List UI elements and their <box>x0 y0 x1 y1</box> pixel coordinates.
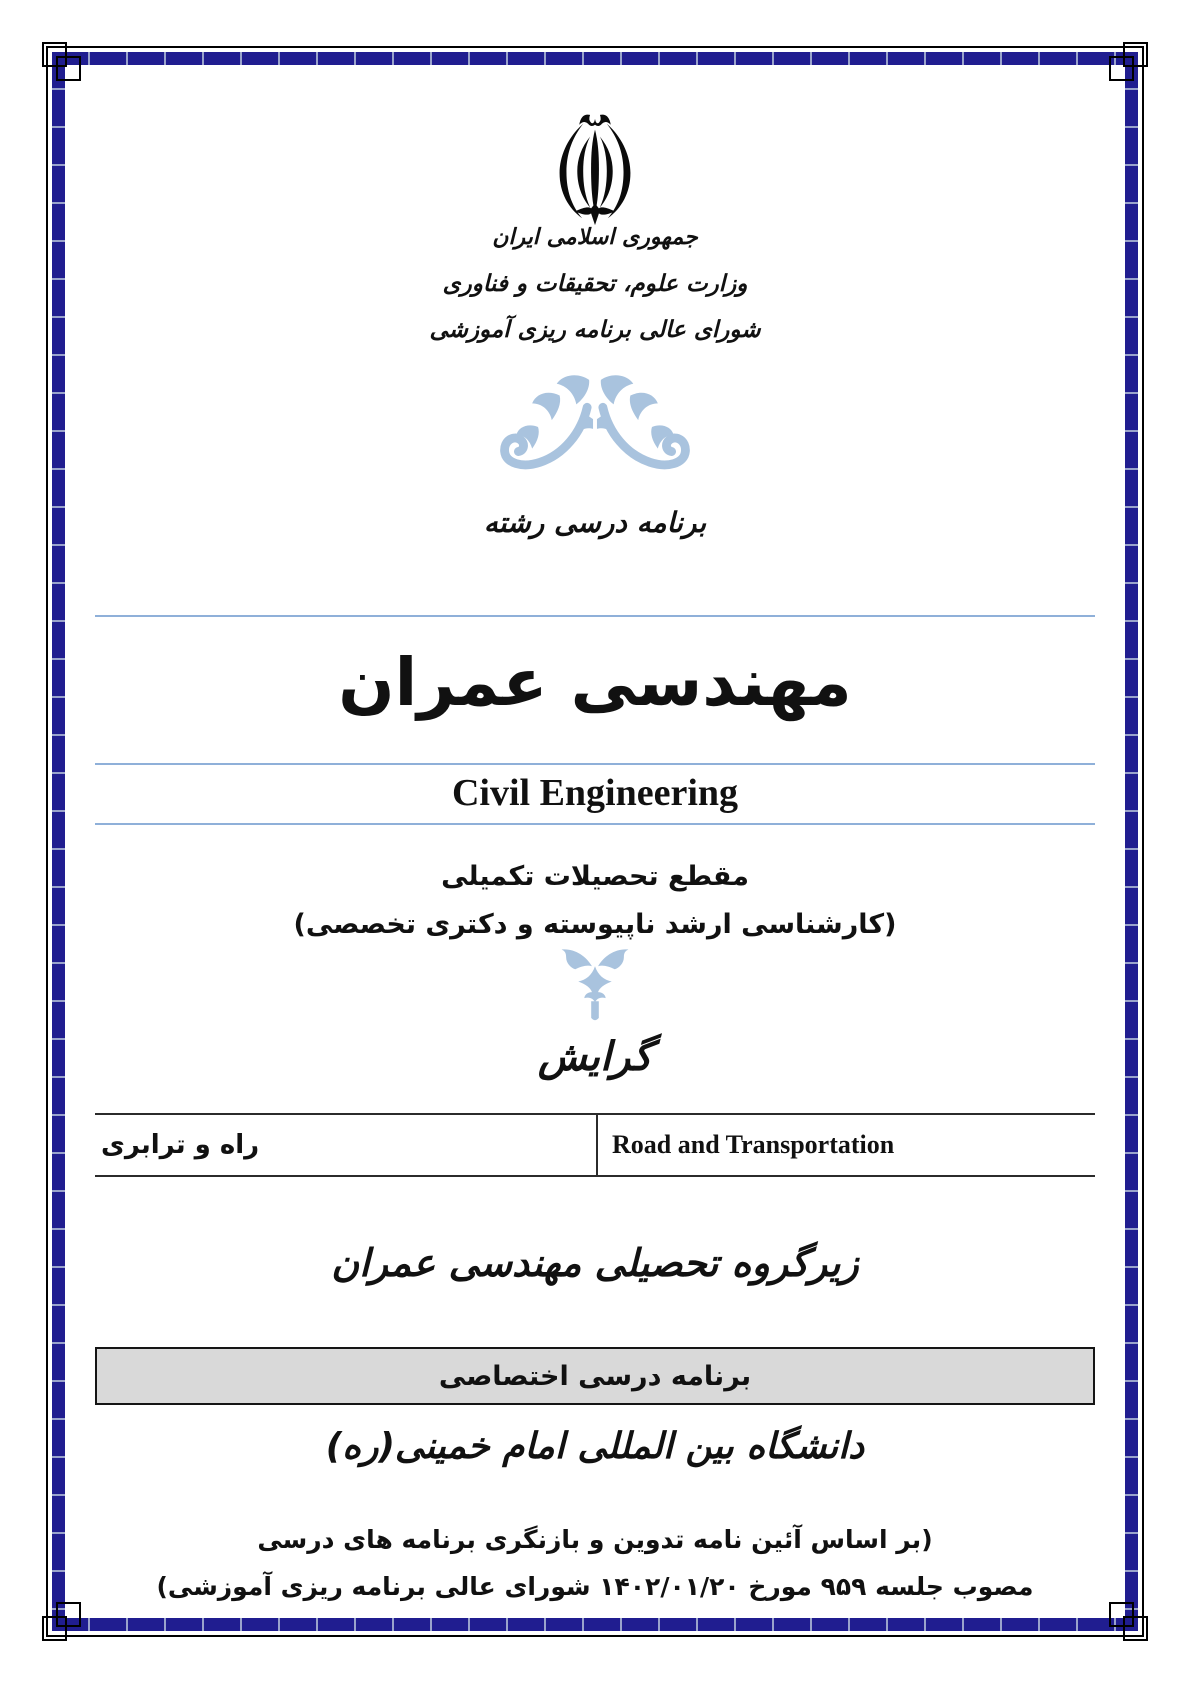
field-title-en: Civil Engineering <box>451 772 739 814</box>
frame-corner-ornament <box>56 1602 81 1627</box>
divider-line <box>95 615 1095 617</box>
country-line: جمهوری اسلامی ایران <box>492 225 698 250</box>
orientation-cell-fa: راه و ترابری <box>101 1130 260 1160</box>
divider-line <box>95 823 1095 825</box>
frame-band-left <box>52 52 65 1631</box>
degree-detail: (کارشناسی ارشد ناپیوسته و دکتری تخصصی) <box>293 909 897 940</box>
emblem-container <box>95 110 1095 238</box>
banner-label: برنامه درسی اختصاصی <box>438 1360 752 1392</box>
frame-corner-ornament <box>56 56 81 81</box>
program-intro: برنامه درسی رشته <box>483 506 707 539</box>
frame-band-right <box>1125 52 1138 1631</box>
orientation-cell-en: Road and Transportation <box>596 1115 1095 1175</box>
small-ornament-container <box>95 948 1095 1028</box>
field-title-fa: مهندسی عمران <box>338 644 852 721</box>
frame-corner-ornament <box>1109 56 1134 81</box>
approval-line-2: مصوب جلسه ۹۵۹ مورخ ۱۴۰۲/۰۱/۲۰ شورای عالی برنامه ریزی آموزشی) <box>156 1572 1034 1601</box>
orientation-table <box>95 1113 1095 1177</box>
ministry-line: وزارت علوم، تحقیقات و فناوری <box>442 271 748 297</box>
university-line: دانشگاه بین المللی امام خمینی(ره) <box>325 1426 865 1467</box>
frame-band-top <box>52 52 1138 65</box>
banner-bar <box>95 1347 1095 1405</box>
frame-corner-ornament <box>1109 1602 1134 1627</box>
floral-flourish-icon <box>495 370 695 480</box>
small-floral-ornament-icon <box>536 948 654 1024</box>
divider-line <box>95 763 1095 765</box>
subgroup-line: زیرگروه تحصیلی مهندسی عمران <box>331 1241 859 1285</box>
council-line: شورای عالی برنامه ریزی آموزشی <box>429 317 761 343</box>
iran-emblem-icon <box>543 110 647 234</box>
frame-band-bottom <box>52 1618 1138 1631</box>
orientation-heading: گرایش <box>537 1034 653 1080</box>
approval-line-1: (بر اساس آئین نامه تدوین و بازنگری برنامه های درسی <box>257 1525 933 1554</box>
degree-level: مقطع تحصیلات تکمیلی <box>441 861 749 892</box>
flourish-container <box>95 370 1095 484</box>
